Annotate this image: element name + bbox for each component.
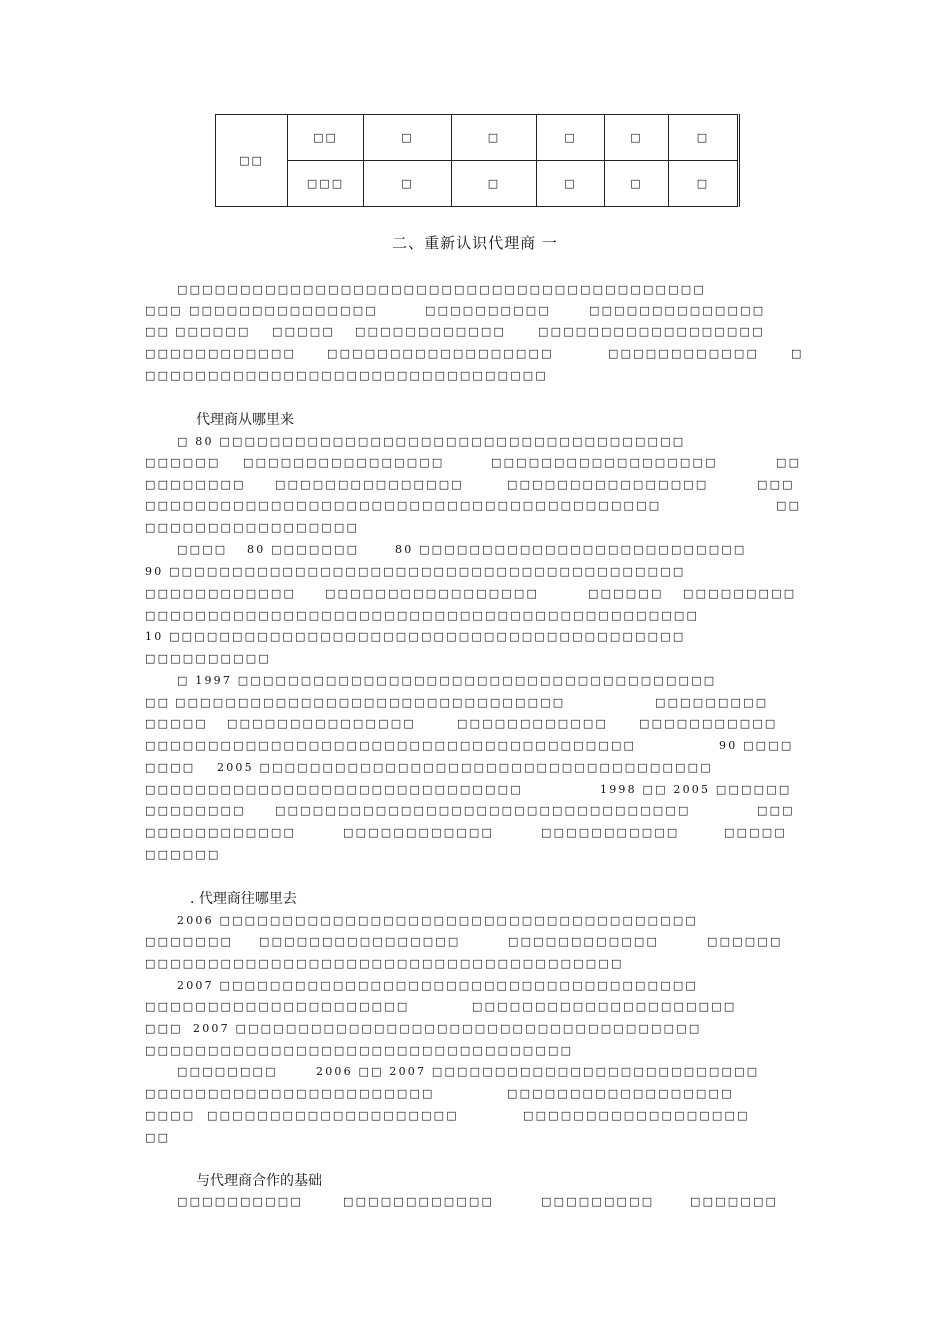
text-line	[145, 780, 805, 800]
text-segment: □□	[776, 456, 802, 469]
text-line	[145, 1041, 805, 1061]
text-line	[145, 976, 805, 996]
text-segment: 2007 □□□□□□□□□□□□□□□□□□□□□□□□□□□□□□□□□□□□□	[193, 1022, 702, 1035]
text-line	[145, 301, 805, 321]
text-segment: □□□□	[177, 543, 228, 556]
text-segment: □□□□□□	[175, 325, 251, 338]
table-cell: □	[452, 115, 537, 161]
text-segment: □□□□□□□□□□□□□□□□□	[325, 587, 540, 600]
text-line	[145, 562, 805, 582]
text-line	[145, 932, 805, 952]
heading-where-to: . 代理商往哪里去	[190, 891, 297, 907]
text-segment: □□□□□□□	[145, 935, 234, 948]
table-cell: □	[605, 161, 669, 207]
text-segment: 90 □□□□	[719, 739, 794, 752]
text-line	[145, 649, 805, 669]
text-segment: □□□□□□□□□□□□□□□□□□□□□□□□□□□□□□□□□□□□□□	[145, 957, 624, 970]
text-segment: □□□□□□□□□□□□□□□□□□	[523, 1109, 750, 1122]
text-line	[145, 997, 805, 1017]
text-segment: □□□□□□□□□□□□□□□□□□□□□	[145, 1000, 410, 1013]
text-segment: □□□□□□□□□□□□□□□	[227, 717, 416, 730]
text-line	[145, 475, 805, 495]
text-segment: □□□□□□□□□□□□□□□□□□□□□□□□□□□□□□□□□□	[145, 1044, 574, 1057]
text-line	[145, 823, 805, 843]
text-line	[145, 736, 805, 756]
heading-where-from: 代理商从哪里来	[196, 412, 294, 428]
text-segment: □□□□□□□□□□□□	[145, 347, 297, 360]
text-segment: □□□□□□□□□□□□	[145, 826, 297, 839]
table-cell: □	[605, 115, 669, 161]
text-line	[145, 758, 805, 778]
section-title: 二、重新认识代理商 一	[392, 234, 558, 252]
text-segment: □□□□□□	[145, 456, 221, 469]
text-segment: □□□□□□□□□□□□□□□□□□□□□□□□□□□□□□□□	[145, 369, 548, 382]
text-segment: □□□□	[145, 761, 196, 774]
text-segment: □□□□□□□□□□□□□□□□□□	[507, 1087, 734, 1100]
text-segment: □□□□□□□□□□□□□□□□□□□□□□□□□□□□□□	[145, 783, 523, 796]
text-line	[145, 1084, 805, 1104]
table-cell: □□□	[288, 161, 364, 207]
table-cell: □	[537, 115, 605, 161]
text-line	[145, 366, 805, 386]
text-segment: □	[791, 347, 804, 360]
text-line	[145, 911, 805, 931]
text-segment: □□□□□□□□□□□□□□□□□□	[327, 347, 554, 360]
text-line	[145, 432, 805, 452]
text-line	[145, 540, 805, 560]
text-segment: □□□□□□□□□□□	[541, 826, 680, 839]
text-segment: □□□□□□□□□□□	[639, 717, 778, 730]
table-cell: □	[537, 161, 605, 207]
text-line	[145, 671, 805, 691]
table-cell: □□	[288, 115, 364, 161]
text-segment: □□□□□□□□□□□□□□□□□□□□□□□□□□□□□□□□□	[275, 804, 691, 817]
data-table	[215, 114, 740, 207]
text-line	[145, 1062, 805, 1082]
text-segment: □□□□□□□□□□□□□□	[589, 304, 766, 317]
text-segment: □□□□□□	[588, 587, 664, 600]
text-line	[145, 1019, 805, 1039]
text-segment: □□□	[757, 478, 795, 491]
text-segment: 2005 □□□□□□□□□□□□□□□□□□□□□□□□□□□□□□□□□□□□	[217, 761, 713, 774]
text-line	[145, 954, 805, 974]
text-segment: □□□□□□□□□□□□	[508, 935, 660, 948]
text-segment: □□□□□□□□□□□□□□□□	[243, 456, 445, 469]
text-segment: □□□□□□□□□□□□	[343, 1195, 495, 1208]
table-cell: □	[364, 161, 452, 207]
text-line	[145, 627, 805, 647]
text-segment: □□□□□□□□□□□□□□□□□□□□□□□□□□□□□□□□□□□□□□□□□□	[177, 283, 706, 296]
text-segment: □□□□□□□□□□	[177, 1195, 303, 1208]
text-segment: □□	[145, 696, 171, 709]
text-segment: 2007 □□□□□□□□□□□□□□□□□□□□□□□□□□□□□□□□□□□□□□	[177, 979, 699, 992]
text-segment: □□□□□□□□□	[683, 587, 797, 600]
text-segment: □□□□□□□□□□□□	[355, 325, 507, 338]
text-segment: □□□□□□□□□□□□□□□□□□□□□□□□□□□□□□□□□□□□□□□□□□□□	[145, 609, 700, 622]
text-segment: □ 1997 □□□□□□□□□□□□□□□□□□□□□□□□□□□□□□□□□□□□□□	[177, 674, 717, 687]
text-line	[145, 845, 805, 865]
text-segment: □□□□□□□□□□□□□□□	[189, 304, 378, 317]
text-segment: □□□	[757, 804, 795, 817]
text-segment: □□□□□□□□□□□□□□□□□□□□□□□□□□□□□□□	[175, 696, 566, 709]
text-segment: □□□□□□□□□□	[145, 652, 271, 665]
text-line	[145, 584, 805, 604]
text-line	[145, 693, 805, 713]
table-cell: □	[669, 115, 739, 161]
table-cell: □	[364, 115, 452, 161]
text-segment: □□□□□□□□□□□□□□□□□□□□□□□□□□□□□□□□□□□□□□□□□	[145, 499, 662, 512]
text-segment: □□□□□□□□□	[655, 696, 769, 709]
text-segment: □□□□□□□□	[177, 1065, 278, 1078]
text-segment: □□□□□□	[145, 848, 221, 861]
text-segment: 80 □□□□□□□	[247, 543, 360, 556]
text-segment: 1998 □□ 2005 □□□□□□	[600, 783, 792, 796]
text-segment: 10 □□□□□□□□□□□□□□□□□□□□□□□□□□□□□□□□□□□□□□□□□	[145, 630, 686, 643]
text-segment: □□□□□□	[707, 935, 783, 948]
text-segment: □□□□□□□□□□□□□□□□□	[145, 521, 360, 534]
text-segment: □□□□□□□□□□□□□□□□	[259, 935, 461, 948]
text-segment: □□□□□□□□□□□□	[145, 587, 297, 600]
text-segment: □□□□□	[145, 717, 208, 730]
text-segment: □□□□□□□□	[145, 478, 246, 491]
text-line	[145, 1128, 805, 1148]
table-row	[216, 115, 739, 161]
text-segment: □□□□□□□□□□□□	[343, 826, 495, 839]
text-line	[145, 714, 805, 734]
text-segment: □□□□□□□	[690, 1195, 779, 1208]
text-line	[145, 606, 805, 626]
text-segment: □□□□□□□□□□□□□□□□□□	[538, 325, 765, 338]
text-segment: □□□□□□□□□	[541, 1195, 655, 1208]
text-segment: □□	[776, 499, 802, 512]
text-line	[145, 322, 805, 342]
text-line	[145, 1106, 805, 1126]
text-segment: □□□□□□□□□□	[425, 304, 551, 317]
text-segment: □□□□	[145, 1109, 196, 1122]
text-segment: 80 □□□□□□□□□□□□□□□□□□□□□□□□□□	[395, 543, 747, 556]
text-line	[145, 801, 805, 821]
text-segment: □□□□□	[272, 325, 335, 338]
text-segment: 2006 □□ 2007 □□□□□□□□□□□□□□□□□□□□□□□□□□	[316, 1065, 760, 1078]
text-segment: □□□□□□□□□□□□□□□□□□□□□□□	[145, 1087, 435, 1100]
table-row	[216, 161, 739, 207]
text-segment: □ 80 □□□□□□□□□□□□□□□□□□□□□□□□□□□□□□□□□□□□□	[177, 435, 686, 448]
text-segment: □□□□□□□□	[145, 804, 246, 817]
text-segment: □□□□□□□□□□□□□□□	[275, 478, 464, 491]
heading-cooperation-basis: 与代理商合作的基础	[196, 1173, 322, 1189]
text-segment: □□□□□□□□□□□□□□□□□□□□□	[472, 1000, 737, 1013]
text-segment: □□□□□□□□□□□□□□□□□□	[491, 456, 718, 469]
text-segment: 2006 □□□□□□□□□□□□□□□□□□□□□□□□□□□□□□□□□□□□□□	[177, 914, 699, 927]
text-line	[145, 453, 805, 473]
text-segment: □□□□□□□□□□□□□□□□	[507, 478, 709, 491]
table-cell: □	[452, 161, 537, 207]
text-segment: □□□□□□□□□□□□	[608, 347, 760, 360]
text-segment: □□	[145, 325, 171, 338]
text-line	[145, 344, 805, 364]
text-segment: □□	[145, 1131, 171, 1144]
text-segment: 90 □□□□□□□□□□□□□□□□□□□□□□□□□□□□□□□□□□□□□□□□□	[145, 565, 686, 578]
text-segment: □□□	[145, 1022, 183, 1035]
text-segment: □□□□□□□□□□□□	[457, 717, 609, 730]
text-line	[145, 280, 805, 300]
text-segment: □□□□□□□□□□□□□□□□□□□□	[207, 1109, 459, 1122]
text-line	[145, 496, 805, 516]
text-segment: □□□□□	[724, 826, 787, 839]
text-segment: □□□	[145, 304, 183, 317]
text-line	[145, 518, 805, 538]
table-cell: □	[669, 161, 739, 207]
table-row-header: □□	[216, 115, 288, 207]
text-segment: □□□□□□□□□□□□□□□□□□□□□□□□□□□□□□□□□□□□□□□	[145, 739, 637, 752]
text-line	[145, 1192, 805, 1212]
